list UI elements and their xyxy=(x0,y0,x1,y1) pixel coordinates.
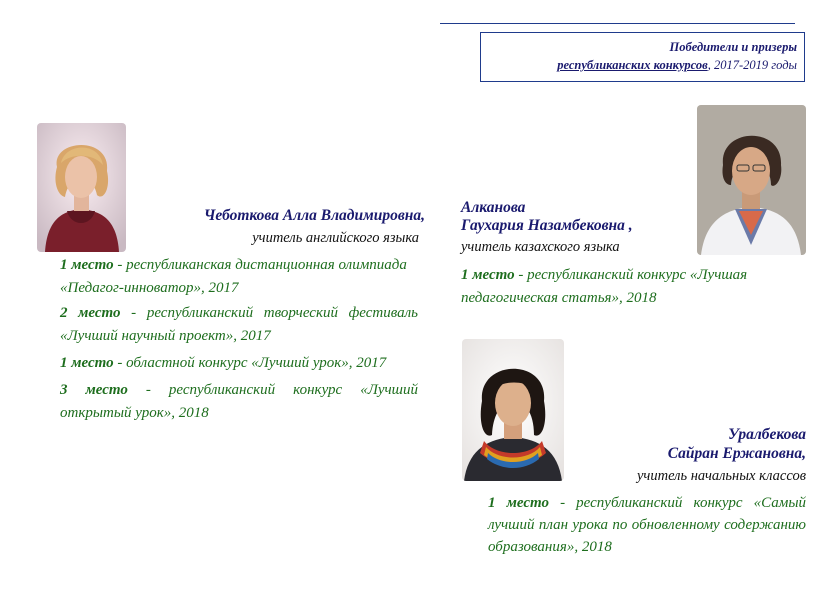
person-3-role: учитель начальных классов xyxy=(637,468,806,484)
header-title-line2 xyxy=(481,56,797,74)
person-2-name-line2: Гаухария Назамбековна , xyxy=(461,217,633,234)
achievement-item xyxy=(60,379,418,425)
achievement-item xyxy=(461,264,791,310)
person-3-achievements xyxy=(488,492,806,558)
achievement-place: 1 место xyxy=(60,355,114,371)
achievement-text: - республиканский конкурс «Лучшая педагогическая статья», 2018 xyxy=(461,267,748,306)
achievement-place: 1 место xyxy=(60,257,114,273)
achievement-item xyxy=(60,352,418,375)
person-3-name-line1: Уралбекова xyxy=(728,426,806,443)
achievement-text: - республиканский творческий фестиваль «Лучший научный проект», 2017 xyxy=(60,305,418,344)
person-1-achievements xyxy=(60,254,418,425)
header-title-box xyxy=(480,32,805,82)
achievement-place: 1 место xyxy=(461,267,515,283)
header-title-line1: Победители и призеры xyxy=(669,40,797,54)
achievement-text: - республиканский конкурс «Самый лучший план урока по обновленному содержанию образования», 2018 xyxy=(488,495,806,555)
person-1-name: Чеботкова Алла Владимировна, xyxy=(203,207,425,224)
achievement-text: - республиканский конкурс «Лучший открытый урок», 2018 xyxy=(60,382,418,421)
top-rule xyxy=(440,23,795,24)
achievement-item xyxy=(488,492,806,558)
achievement-text: - областной конкурс «Лучший урок», 2017 xyxy=(113,355,387,371)
header-title-underlined: республиканских конкурсов xyxy=(557,58,708,72)
person-2-achievements xyxy=(461,264,791,310)
person-3-name-line2: Сайран Ержановна, xyxy=(667,445,806,462)
achievement-place: 3 место xyxy=(60,382,128,398)
person-photo-1 xyxy=(37,123,126,252)
achievement-item xyxy=(60,302,418,348)
person-photo-3 xyxy=(462,339,564,481)
achievement-place: 2 место xyxy=(60,305,121,321)
achievement-place: 1 место xyxy=(488,495,549,511)
achievement-item xyxy=(60,254,418,300)
header-title-years: , 2017-2019 годы xyxy=(707,58,797,72)
person-photo-2 xyxy=(697,105,806,255)
achievement-text: - республиканская дистанционная олимпиада «Педагог-инноватор», 2017 xyxy=(60,257,407,296)
person-2-role: учитель казахского языка xyxy=(461,239,620,255)
person-1-role: учитель английского языка xyxy=(252,230,419,246)
person-2-name-line1: Алканова xyxy=(461,199,526,216)
